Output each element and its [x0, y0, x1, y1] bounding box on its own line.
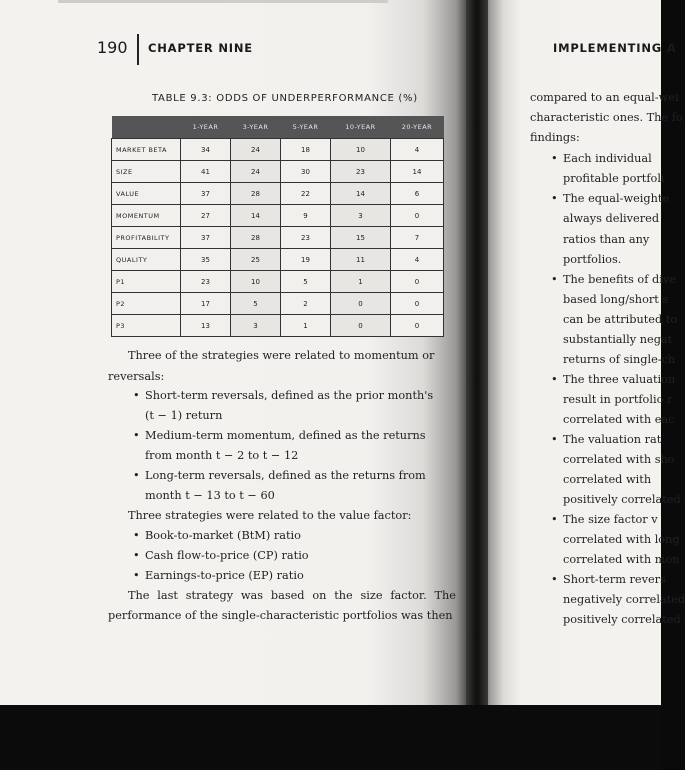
table-cell: 6	[391, 183, 444, 205]
bullet-marker: •	[133, 529, 140, 542]
bullet-marker: •	[551, 273, 558, 286]
table-cell: 5	[281, 271, 331, 293]
column-header: 10-YEAR	[331, 116, 391, 139]
row-label: P1	[112, 271, 181, 293]
bullet-marker: •	[551, 152, 558, 165]
right-running-head: IMPLEMENTING A	[553, 41, 677, 55]
column-header: 5-YEAR	[281, 116, 331, 139]
right-text-line: can be attributed to	[563, 313, 678, 326]
bullet-marker: •	[133, 569, 140, 582]
table-row	[112, 205, 444, 227]
right-text-line: The benefits of dive	[563, 273, 676, 286]
table-row	[112, 249, 444, 271]
table-cell: 24	[231, 139, 281, 161]
bullet-text: Earnings-to-price (EP) ratio	[145, 569, 304, 582]
table-cell: 13	[181, 315, 231, 337]
paragraph-line: Three strategies were related to the value factor:	[128, 509, 412, 522]
table-row	[112, 183, 444, 205]
paragraph-line: The last strategy was based on the size factor. The	[128, 589, 456, 602]
right-text-line: compared to an equal-wei	[530, 91, 679, 104]
right-text-line: returns of single-ch	[563, 353, 676, 366]
right-text-line: characteristic ones. The fo	[530, 111, 683, 124]
bullet-marker: •	[133, 429, 140, 442]
right-text-line: correlated with	[563, 473, 652, 486]
table-cell: 0	[391, 293, 444, 315]
right-text-line: correlated with sho	[563, 453, 675, 466]
table-cell: 37	[181, 183, 231, 205]
table-cell: 0	[391, 271, 444, 293]
top-edge	[58, 0, 388, 3]
right-text-line: correlated with long	[563, 533, 680, 546]
background-surface	[0, 705, 661, 770]
page-number: 190	[97, 38, 128, 57]
table-cell: 30	[281, 161, 331, 183]
table-cell: 2	[281, 293, 331, 315]
table-cell: 7	[391, 227, 444, 249]
table-cell: 1	[281, 315, 331, 337]
table-cell: 14	[331, 183, 391, 205]
row-label: MARKET BETA	[112, 139, 181, 161]
chapter-heading: CHAPTER NINE	[148, 41, 253, 55]
bullet-text: Cash flow-to-price (CP) ratio	[145, 549, 309, 562]
table-cell: 19	[281, 249, 331, 271]
row-label: P3	[112, 315, 181, 337]
right-text-line: The three valuation	[563, 373, 676, 386]
right-text-line: The equal-weighte	[563, 192, 670, 205]
table-row	[112, 293, 444, 315]
right-text-line: ratios than any	[563, 233, 650, 246]
row-label: P2	[112, 293, 181, 315]
right-text-line: Short-term revers	[563, 573, 666, 586]
table-cell: 23	[331, 161, 391, 183]
right-text-line: based long/short s	[563, 293, 669, 306]
table-title: TABLE 9.3: ODDS OF UNDERPERFORMANCE (%)	[152, 93, 418, 104]
table-cell: 17	[181, 293, 231, 315]
bullet-marker: •	[551, 573, 558, 586]
right-text-line: negatively correlated	[563, 593, 685, 606]
column-header: 1-YEAR	[181, 116, 231, 139]
right-text-line: profitable portfoli	[563, 172, 665, 185]
table-row	[112, 227, 444, 249]
right-text-line: The size factor v	[563, 513, 658, 526]
row-label: VALUE	[112, 183, 181, 205]
column-header: 3-YEAR	[231, 116, 281, 139]
table-cell: 14	[391, 161, 444, 183]
paragraph-line: Three of the strategies were related to momentum or	[128, 349, 435, 362]
table-cell: 3	[331, 205, 391, 227]
table-cell: 23	[181, 271, 231, 293]
bullet-marker: •	[133, 389, 140, 402]
table-cell: 0	[391, 315, 444, 337]
table-cell: 4	[391, 249, 444, 271]
right-text-line: portfolios.	[563, 253, 622, 266]
paragraph-line: performance of the single-characteristic portfolios was then	[108, 609, 453, 622]
table-cell: 5	[231, 293, 281, 315]
table-cell: 10	[231, 271, 281, 293]
table-cell: 1	[331, 271, 391, 293]
table-row	[112, 161, 444, 183]
table-cell: 15	[331, 227, 391, 249]
table-cell: 25	[231, 249, 281, 271]
right-text-line: result in portfolio r	[563, 393, 673, 406]
table-row	[112, 315, 444, 337]
row-label: MOMENTUM	[112, 205, 181, 227]
table-cell: 34	[181, 139, 231, 161]
column-header: 20-YEAR	[391, 116, 444, 139]
table-cell: 41	[181, 161, 231, 183]
right-text-line: correlated with mon	[563, 553, 680, 566]
table-cell: 11	[331, 249, 391, 271]
header-divider	[137, 34, 139, 65]
bullet-text: Book-to-market (BtM) ratio	[145, 529, 301, 542]
bullet-text: Medium-term momentum, defined as the returns	[145, 429, 426, 442]
table-cell: 27	[181, 205, 231, 227]
right-text-line: Each individual	[563, 152, 652, 165]
table-cell: 23	[281, 227, 331, 249]
bullet-marker: •	[551, 513, 558, 526]
table-cell: 3	[231, 315, 281, 337]
bullet-text: from month t − 2 to t − 12	[145, 449, 299, 462]
bullet-text: Short-term reversals, defined as the prior month's	[145, 389, 434, 402]
table-cell: 28	[231, 227, 281, 249]
bullet-marker: •	[551, 433, 558, 446]
column-header	[112, 116, 181, 139]
table-cell: 18	[281, 139, 331, 161]
bullet-marker: •	[133, 549, 140, 562]
table-cell: 37	[181, 227, 231, 249]
table-cell: 0	[331, 293, 391, 315]
right-text-line: findings:	[530, 131, 580, 144]
odds-table	[111, 116, 444, 337]
book-gutter	[466, 0, 488, 707]
right-text-line: always delivered	[563, 212, 660, 225]
table-header-row	[112, 116, 444, 139]
row-label: PROFITABILITY	[112, 227, 181, 249]
bullet-marker: •	[133, 469, 140, 482]
table-cell: 0	[391, 205, 444, 227]
right-text-line: substantially negat	[563, 333, 673, 346]
table-cell: 9	[281, 205, 331, 227]
table-cell: 0	[331, 315, 391, 337]
bullet-marker: •	[551, 192, 558, 205]
bullet-text: month t − 13 to t − 60	[145, 489, 275, 502]
right-text-line: The valuation rat	[563, 433, 662, 446]
table-cell: 35	[181, 249, 231, 271]
right-text-line: positively correlated	[563, 613, 681, 626]
table-row	[112, 139, 444, 161]
bullet-marker: •	[551, 373, 558, 386]
bullet-text: Long-term reversals, defined as the returns from	[145, 469, 426, 482]
table-cell: 22	[281, 183, 331, 205]
row-label: SIZE	[112, 161, 181, 183]
table-cell: 24	[231, 161, 281, 183]
table-cell: 28	[231, 183, 281, 205]
bullet-text: (t − 1) return	[145, 409, 223, 422]
right-text-line: positively correlated	[563, 493, 681, 506]
row-label: QUALITY	[112, 249, 181, 271]
table-row	[112, 271, 444, 293]
right-text-line: correlated with eac	[563, 413, 675, 426]
paragraph-line: reversals:	[108, 370, 165, 383]
table-cell: 14	[231, 205, 281, 227]
table-cell: 4	[391, 139, 444, 161]
table-cell: 10	[331, 139, 391, 161]
